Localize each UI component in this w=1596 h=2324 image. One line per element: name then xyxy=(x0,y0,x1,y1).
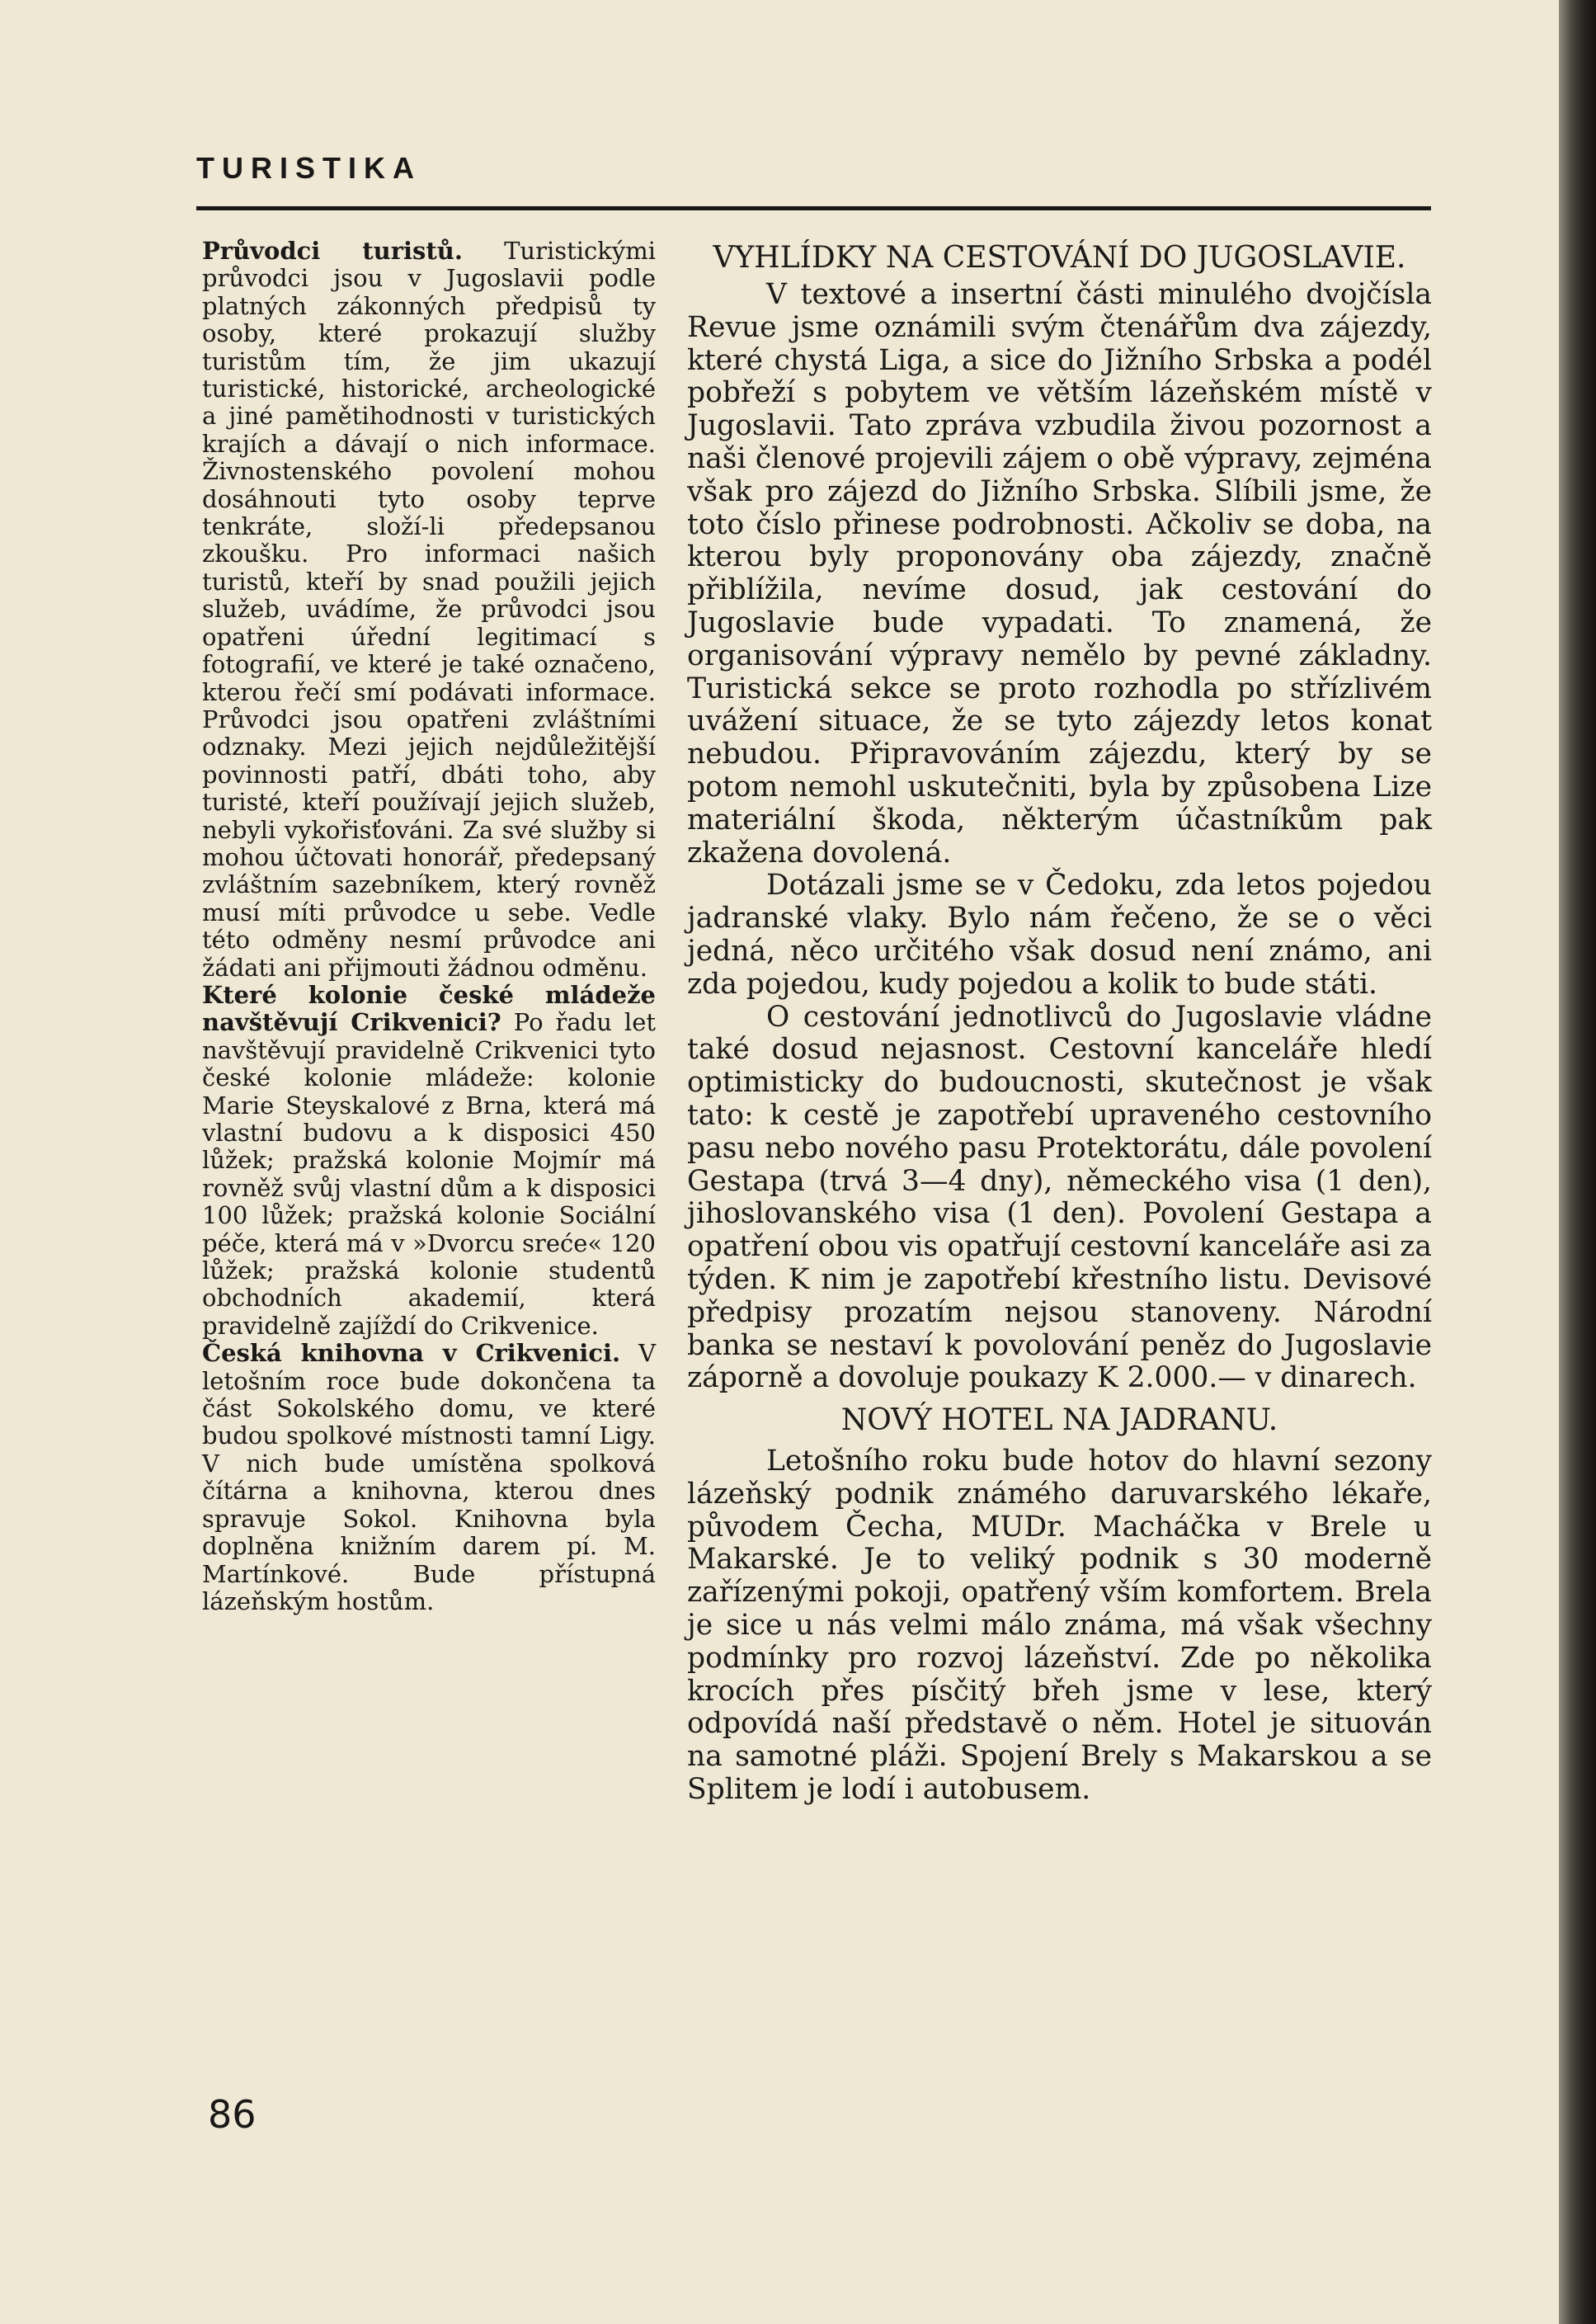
article-library-text: V letošním roce bude dokončena ta část Sokolského domu, ve které budou spolkové místnosti tamní Ligy. V nich bude umístěna spolková čítárna a knihovna, kterou dnes spravuje Sokol. Knihovna byla doplněna knižním darem pí. M. Martínkové. Bude přístupná lázeňským hostům. xyxy=(202,1339,657,1615)
article-colonies-text: Po řadu let navštěvují pravidelně Crikvenici tyto české kolonie mládeže: kolonie Marie Steyskalové z Brna, která má vlastní budovu a k disposici 450 lůžek; pražská kolonie Mojmír má rovněž svůj vlastní dům a k disposici 100 lůžek; pražská kolonie Sociální péče, která má v »Dvorcu sreće« 120 lůžek; pražská kolonie studentů obchodních akademií, která pravidelně zajíždí do Crikvenice. xyxy=(202,1008,657,1340)
header-rule xyxy=(196,206,1431,210)
right-column xyxy=(687,241,1432,1807)
article-library-title: Česká knihovna v Crikvenici. xyxy=(202,1339,621,1368)
paragraph-hotel-1: Letošního roku bude hotov do hlavní sezony lázeňský podnik známého daruvarského lékaře, původem Čecha, MUDr. Macháčka v Brele u Makarské. Je to veliký podnik s 30 moderně zařízenými pokoji, opatřený vším komfortem. Brela je sice u nás velmi málo známa, má však všechny podmínky pro rozvoj lázeňství. Zde po několika krocích přes písčitý břeh jsme v lese, který odpovídá naší představě o něm. Hotel je situován na samotné pláži. Spojení Brely s Makarskou a se Splitem je lodí i autobusem. xyxy=(687,1445,1432,1807)
heading-new-hotel: NOVÝ HOTEL NA JADRANU. xyxy=(840,1403,1278,1438)
paragraph-travel-1: V textové a insertní části minulého dvojčísla Revue jsme oznámili svým čtenářům dva zájezdy, které chystá Liga, a sice do Jižního Srbska a podél pobřeží s pobytem ve větším lázeňském místě v Jugoslavii. Tato zpráva vzbudila živou pozornost a naši členové projevili zájem o obě výpravy, zejména však pro zájezd do Jižního Srbska. Slíbili jsme, že toto číslo přinese podrobnosti. Ačkoliv se doba, na kterou byly proponovány oba zájezdy, značně přiblížila, nevíme dosud, jak cestování do Jugoslavie bude vypadati. To znamená, že organisování výpravy nemělo by pevné základny. Turistická sekce se proto rozhodla po střízlivém uvážení situace, že se tyto zájezdy letos konat nebudou. Připravováním zájezdu, který by se potom nemohl uskutečniti, byla by způsobena Lize materiální škoda, některým účastníkům pak zkažena dovolená. xyxy=(687,278,1432,870)
page-number: 86 xyxy=(208,2092,257,2137)
article-colonies-title: Které kolonie české mládeže navštěvují Crikvenici? xyxy=(202,980,656,1037)
article-guides-text: Turistickými průvodci jsou v Jugoslavii podle platných zákonných předpisů ty osoby, které prokazují služby turistům tím, že jim ukazují turistické, historické, archeologické a jiné pamětihodnosti v turistických krajích a dávají o nich informace. Živnostenského povolení mohou dosáhnouti tyto osoby teprve tenkráte, složí-li předepsanou zkoušku. Pro informaci našich turistů, kteří by snad použili jejich služeb, uvádíme, že průvodci jsou opatřeni úřední legitimací s fotografií, ve které je také označeno, kterou řečí smí podávati informace. Průvodci jsou opatřeni zvláštními odznaky. Mezi jejich nejdůležitější povinnosti patří, dbáti toho, aby turisté, kteří používají jejich služeb, nebyli vykořisťováni. Za své služby si mohou účtovati honorář, předepsaný zvláštním sazebníkem, který rovněž musí míti průvodce u sebe. Vedle této odměny nesmí průvodce ani žádati ani přijmouti žádnou odměnu. xyxy=(202,237,657,982)
heading-travel-outlook: VYHLÍDKY NA CESTOVÁNÍ DO JUGOSLAVIE. xyxy=(713,241,1406,275)
article-library xyxy=(202,1340,656,1615)
left-column xyxy=(202,238,656,1615)
paragraph-travel-2: Dotázali jsme se v Čedoku, zda letos pojedou jadranské vlaky. Bylo nám řečeno, že se o věci jedná, něco určitého však dosud není známo, ani zda pojedou, kudy pojedou a kolik to bude státi. xyxy=(687,869,1432,1001)
paragraph-travel-3: O cestování jednotlivců do Jugoslavie vládne také dosud nejasnost. Cestovní kanceláře hledí optimisticky do budoucnosti, skutečnost je však tato: k cestě je zapotřebí upraveného cestovního pasu nebo nového pasu Protektorátu, dále povolení Gestapa (trvá 3—4 dny), německého visa (1 den), jihoslovanského visa (1 den). Povolení Gestapa a opatření obou vis opatřují cestovní kanceláře asi za týden. K nim je zapotřebí křestního listu. Devisové předpisy prozatím nejsou stanoveny. Národní banka se nestaví k povolování peněz do Jugoslavie záporně a dovoluje poukazy K 2.000.— v dinarech. xyxy=(687,1000,1432,1395)
section-header: TURISTIKA xyxy=(196,151,421,185)
article-guides-title: Průvodci turistů. xyxy=(202,237,463,265)
book-spine-edge xyxy=(1559,0,1596,2324)
article-guides xyxy=(202,238,656,982)
article-colonies xyxy=(202,982,656,1340)
